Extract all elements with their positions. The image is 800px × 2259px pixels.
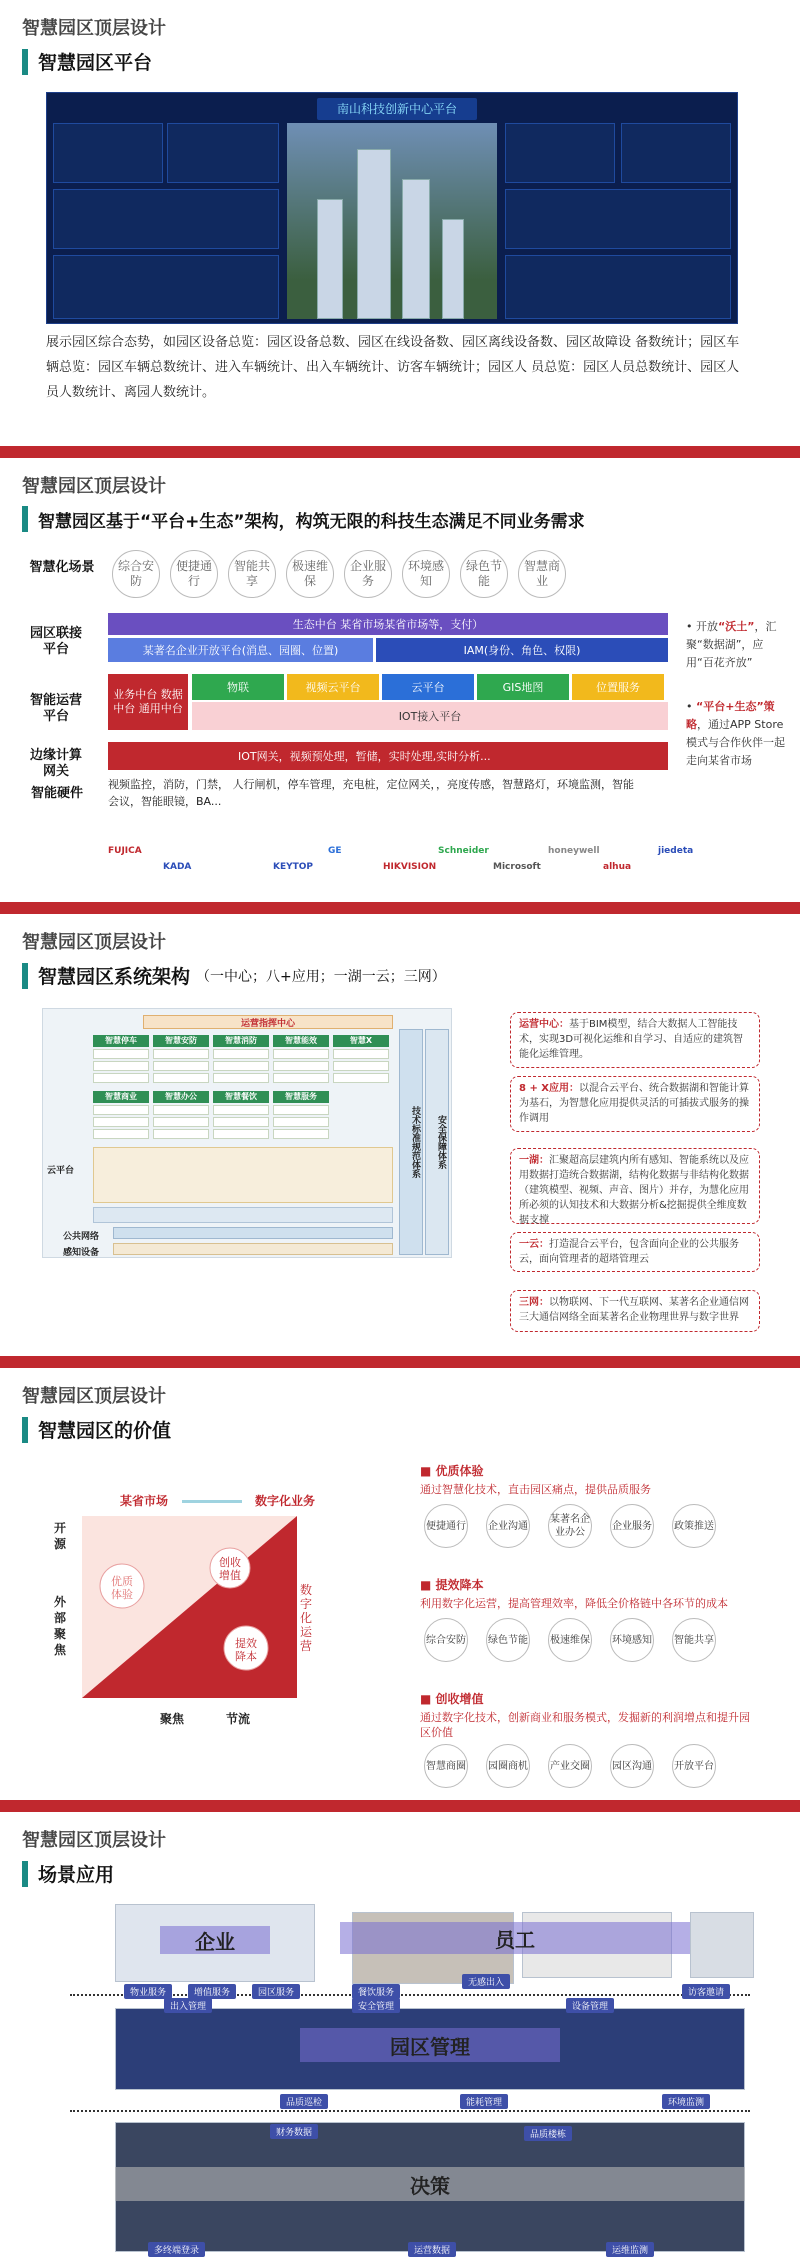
building [357, 149, 391, 319]
app-subitem [273, 1105, 329, 1115]
scene-tag: 财务数据 [270, 2124, 318, 2139]
ops-left: 业务中台 数据中台 通用中台 [108, 674, 188, 730]
scene-tag: 能耗管理 [460, 2094, 508, 2109]
app-subitem [153, 1117, 209, 1127]
group-heading: ■ 提效降本 [420, 1578, 484, 1592]
slide-ecosystem [0, 452, 800, 908]
bubble-label-2: 提效降本 [235, 1637, 257, 1663]
callout-text: 汇聚超高层建筑内所有感知、智能系统以及应用数据打造统合数据湖，结构化数据与非结构化数据（建筑模型、视频、声音、图片）并存，为慧化应用所必须的认知技术和大数据分析&挖掘提供全维度数据支撑 [519, 1155, 749, 1226]
scene-tag: 运维监测 [606, 2242, 654, 2257]
app-heading: 智慧消防 [213, 1035, 269, 1047]
services-box [93, 1207, 393, 1223]
scene-circle: 智能共享 [228, 550, 276, 598]
app-subitem [93, 1049, 149, 1059]
subtitle-text: 智慧园区平台 [38, 52, 153, 74]
callout-text: 以混合云平台、统合数据湖和智能计算为基石，为智慧化应用提供灵活的可插拔式服务的操作调用 [519, 1083, 750, 1124]
app-subitem [333, 1061, 389, 1071]
subtitle [22, 962, 446, 989]
subtitle-bar [22, 506, 28, 532]
section-title: 智慧园区顶层设计 [22, 18, 166, 39]
scene-tag: 运营数据 [408, 2242, 456, 2257]
dashboard-panel-left-3 [53, 189, 279, 249]
building [402, 179, 430, 319]
subtitle-bar [22, 1417, 28, 1443]
slide-platform [0, 0, 800, 452]
partner-logo: alhua [603, 862, 632, 872]
group-heading: ■ 优质体验 [420, 1464, 484, 1478]
sensing-label: 感知设备 [63, 1248, 100, 1258]
slide-scenarios [0, 1806, 800, 2259]
subtitle-bar [22, 49, 28, 75]
subtitle-text: 智慧园区系统架构 [38, 966, 191, 988]
axis-top-right: 数字化业务 [255, 1494, 316, 1508]
connect-left: 某著名企业开放平台(消息、园圈、位置) [108, 638, 373, 662]
value-item: 园圈商机 [486, 1744, 530, 1788]
subtitle-text: 场景应用 [38, 1864, 115, 1886]
group-heading-text: 优质体验 [435, 1464, 484, 1478]
app-heading: 智慧X [333, 1035, 389, 1047]
scene-tag: 访客邀请 [682, 1984, 730, 1999]
app-subitem [153, 1129, 209, 1139]
divider-dotted [70, 2110, 750, 2112]
app-subitem [153, 1061, 209, 1071]
value-item: 某著名企业办公 [548, 1504, 592, 1548]
axis-left-bottom: 外部聚焦 [54, 1595, 67, 1657]
connect-right: IAM(身份、角色、权限) [376, 638, 668, 662]
row-label-scene: 智慧化场景 [29, 560, 95, 575]
axis-left-top: 开源 [54, 1521, 67, 1551]
scene-tag: 园区服务 [252, 1984, 300, 1999]
value-item: 企业服务 [610, 1504, 654, 1548]
row-label-connect: 园区联接平台 [30, 626, 83, 657]
note-text: ，通过APP Store模式与合作伙伴一起走向某省市场 [686, 718, 785, 767]
scene-tag: 品质楼栋 [524, 2126, 572, 2141]
scene-circle: 绿色节能 [460, 550, 508, 598]
section-title: 智慧园区顶层设计 [22, 1386, 166, 1407]
ops-module: 视频云平台 [287, 674, 379, 700]
axis-right: 数字化运营 [300, 1583, 313, 1653]
axis-top-left: 某省市场 [120, 1494, 169, 1508]
subtitle [22, 48, 152, 75]
side-note-1: • 开放“沃土”，汇聚“数据湖”，应用“百花齐放” [686, 620, 777, 669]
band-staff: 员工 [340, 1922, 690, 1954]
app-subitem [273, 1061, 329, 1071]
ops-module: 物联 [192, 674, 284, 700]
slide-value [0, 1362, 800, 1806]
axis-bottom-left: 聚焦 [160, 1712, 185, 1726]
group-desc: 通过智慧化技术，直击园区痛点，提供品质服务 [420, 1483, 651, 1496]
subtitle-text: 智慧园区基于“平台+生态”架构，构筑无限的科技生态满足不同业务需求 [38, 511, 585, 532]
callout-box [510, 1232, 760, 1272]
app-subitem [213, 1073, 269, 1083]
partner-logo: Microsoft [493, 862, 541, 872]
value-item: 智能共享 [672, 1618, 716, 1662]
partner-logo: KEYTOP [273, 862, 314, 872]
band-park-management: 园区管理 [300, 2028, 560, 2062]
bubble-label-1: 创收增值 [219, 1556, 241, 1582]
section-title: 智慧园区顶层设计 [22, 1830, 166, 1851]
scene-circle: 便捷通行 [170, 550, 218, 598]
section-title: 智慧园区顶层设计 [22, 932, 166, 953]
subtitle-note: （一中心；八+应用；一湖一云；三网） [196, 968, 446, 985]
app-subitem [333, 1073, 389, 1083]
callout-title: 运营中心： [519, 1019, 569, 1030]
ops-module: 位置服务 [572, 674, 664, 700]
app-heading: 智慧商业 [93, 1091, 149, 1103]
band-enterprise: 企业 [160, 1926, 270, 1954]
partner-logo: HIKVISION [383, 862, 437, 872]
subtitle [22, 1416, 171, 1443]
callout-title: 三网： [519, 1297, 549, 1308]
app-subitem [333, 1049, 389, 1059]
app-heading: 智慧餐饮 [213, 1091, 269, 1103]
callout-title: 8 + X应用： [519, 1083, 580, 1094]
scene-tag: 多终端登录 [148, 2242, 205, 2257]
value-item: 政策推送 [672, 1504, 716, 1548]
row-label-hardware: 智能硬件 [30, 786, 83, 801]
ops-center-box: 运营指挥中心 [143, 1015, 393, 1029]
security-band: 安全保障体系 [425, 1029, 449, 1255]
slide-architecture [0, 908, 800, 1362]
value-item: 绿色节能 [486, 1618, 530, 1662]
app-subitem [273, 1117, 329, 1127]
value-item: 园区沟通 [610, 1744, 654, 1788]
section-title: 智慧园区顶层设计 [22, 476, 166, 497]
subtitle-bar [22, 963, 28, 989]
scene-tag: 出入管理 [164, 1998, 212, 2013]
app-heading: 智慧停车 [93, 1035, 149, 1047]
value-item: 综合安防 [424, 1618, 468, 1662]
callout-title: 一湖： [519, 1155, 549, 1166]
side-note-2: • “平台+生态”策略，通过APP Store模式与合作伙伴一起走向某省市场 [686, 700, 785, 767]
app-heading: 智慧办公 [153, 1091, 209, 1103]
value-item: 便捷通行 [424, 1504, 468, 1548]
app-subitem [213, 1117, 269, 1127]
dashboard-panel-left-2 [167, 123, 279, 183]
architecture-diagram [42, 1008, 452, 1258]
app-heading: 智慧能效 [273, 1035, 329, 1047]
group-heading: ■ 创收增值 [420, 1692, 484, 1706]
bubble-label-0: 优质体验 [111, 1575, 133, 1601]
subtitle-bar [22, 1861, 28, 1887]
value-item: 产业交圈 [548, 1744, 592, 1788]
callout-box [510, 1290, 760, 1332]
scene-tag: 无感出入 [462, 1974, 510, 1989]
band-decision: 决策 [115, 2167, 745, 2201]
scene-image-4 [690, 1912, 754, 1978]
subtitle-text: 智慧园区的价值 [38, 1420, 172, 1442]
app-subitem [213, 1129, 269, 1139]
callout-box [510, 1076, 760, 1132]
app-subitem [153, 1049, 209, 1059]
callout-title: 一云： [519, 1239, 549, 1250]
callout-box [510, 1012, 760, 1068]
partner-logo: KADA [163, 862, 192, 872]
building [442, 219, 464, 319]
app-subitem [93, 1061, 149, 1071]
network-box [113, 1227, 393, 1239]
sensing-box [113, 1243, 393, 1255]
value-item: 企业沟通 [486, 1504, 530, 1548]
dashboard-panel-right-1 [505, 123, 615, 183]
partner-logo: honeywell [548, 846, 600, 856]
ops-module: 云平台 [382, 674, 474, 700]
app-subitem [93, 1129, 149, 1139]
cloud-label: 云平台 [47, 1166, 75, 1176]
hardware-text: 视频监控，消防，门禁， 人行闸机，停车管理，充电桩，定位网关，，亮度传感，智慧路灯，环境监测，智能会议，智能眼镜，BA... [108, 778, 634, 808]
edge-bar [108, 742, 668, 770]
app-subitem [93, 1073, 149, 1083]
note-highlight: “平台+生态”策略 [686, 700, 775, 731]
dashboard-panel-left-4 [53, 255, 279, 319]
axis-bottom-right: 节流 [226, 1712, 251, 1726]
data-lake-box [93, 1147, 393, 1203]
app-subitem [273, 1073, 329, 1083]
building [317, 199, 343, 319]
ops-module: GIS地图 [477, 674, 569, 700]
app-subitem [273, 1049, 329, 1059]
app-subitem [213, 1105, 269, 1115]
value-quadrant [82, 1516, 297, 1698]
row-label-ops: 智能运营平台 [30, 693, 83, 724]
app-heading: 智慧服务 [273, 1091, 329, 1103]
edge-text: IOT网关，视频预处理，暂储，实时处理,实时分析... [238, 750, 491, 763]
app-subitem [93, 1117, 149, 1127]
note-text: ，汇聚“数据湖”，应用“百花齐放” [686, 620, 777, 669]
scene-circle: 智慧商业 [518, 550, 566, 598]
scene-tag: 增值服务 [188, 1984, 236, 1999]
ops-iot: IOT接入平台 [192, 702, 668, 730]
group-desc: 利用数字化运营，提高管理效率，降低全价格链中各环节的成本 [420, 1597, 728, 1610]
connect-top: 生态中台 某省市场某省市场等，支付） [108, 613, 668, 635]
city-image [287, 123, 497, 319]
network-label: 公共网络 [63, 1232, 100, 1242]
app-subitem [153, 1073, 209, 1083]
note-highlight: “沃土” [718, 620, 755, 633]
subtitle [22, 506, 585, 532]
dashboard-panel-left-1 [53, 123, 163, 183]
value-item: 极速维保 [548, 1618, 592, 1662]
dashboard-panel-right-2 [621, 123, 731, 183]
subtitle [22, 1860, 114, 1887]
app-subitem [213, 1049, 269, 1059]
app-subitem [273, 1129, 329, 1139]
callout-text: 基于BIM模型，结合大数据人工智能技术，实现3D可视化运维和自学习、自适应的建筑智能化运维管理。 [519, 1019, 744, 1060]
group-desc: 通过数字化技术，创新商业和服务模式，发掘新的利润增点和提升园区价值 [420, 1711, 750, 1739]
value-item: 开放平台 [672, 1744, 716, 1788]
standards-band: 技术标准规范体系 [399, 1029, 423, 1255]
axis-top-line [182, 1500, 242, 1503]
partner-logo: GE [328, 846, 342, 856]
scene-tag: 环境监测 [662, 2094, 710, 2109]
scene-circle: 环境感知 [402, 550, 450, 598]
note-text: 开放 [696, 620, 718, 633]
scene-circle: 企业服务 [344, 550, 392, 598]
dashboard-panel-right-3 [505, 189, 731, 249]
dashboard-panel-right-4 [505, 255, 731, 319]
callout-box [510, 1148, 760, 1224]
app-subitem [153, 1105, 209, 1115]
partner-logo: FUJICA [108, 846, 142, 856]
partner-logo: jiedeta [658, 846, 694, 856]
app-heading: 智慧安防 [153, 1035, 209, 1047]
group-heading-text: 提效降本 [435, 1578, 484, 1592]
value-item: 智慧商圈 [424, 1744, 468, 1788]
partner-logo: Schneider [438, 846, 489, 856]
scene-circle: 综合安防 [112, 550, 160, 598]
group-heading-text: 创收增值 [435, 1692, 484, 1706]
value-item: 环境感知 [610, 1618, 654, 1662]
dashboard-screenshot [46, 92, 738, 324]
app-subitem [213, 1061, 269, 1071]
callout-text: 以物联网、下一代互联网、某著名企业通信网 三大通信网络全面某著名企业物理世界与数字世界 [519, 1297, 749, 1323]
scene-tag: 安全管理 [352, 1998, 400, 2013]
callout-text: 打造混合云平台，包含面向企业的公共服务云，面向管理者的超塔管理云 [519, 1239, 739, 1265]
scene-circle: 极速维保 [286, 550, 334, 598]
dashboard-title: 南山科技创新中心平台 [317, 98, 477, 120]
platform-description: 展示园区综合态势，如园区设备总览：园区设备总数、园区在线设备数、园区离线设备数、园区故障设 备数统计；园区车辆总览：园区车辆总数统计、进入车辆统计、出入车辆统计、访客车辆统计；园区人 员总览：园区人员总数统计、园区人员人数统计、离园人数统计。 [46, 335, 740, 400]
scene-tag: 物业服务 [124, 1984, 172, 1999]
app-subitem [93, 1105, 149, 1115]
row-label-edge: 边缘计算网关 [30, 748, 83, 779]
scene-tag: 设备管理 [566, 1998, 614, 2013]
scene-tag: 品质巡检 [280, 2094, 328, 2109]
scene-tag: 餐饮服务 [352, 1984, 400, 1999]
